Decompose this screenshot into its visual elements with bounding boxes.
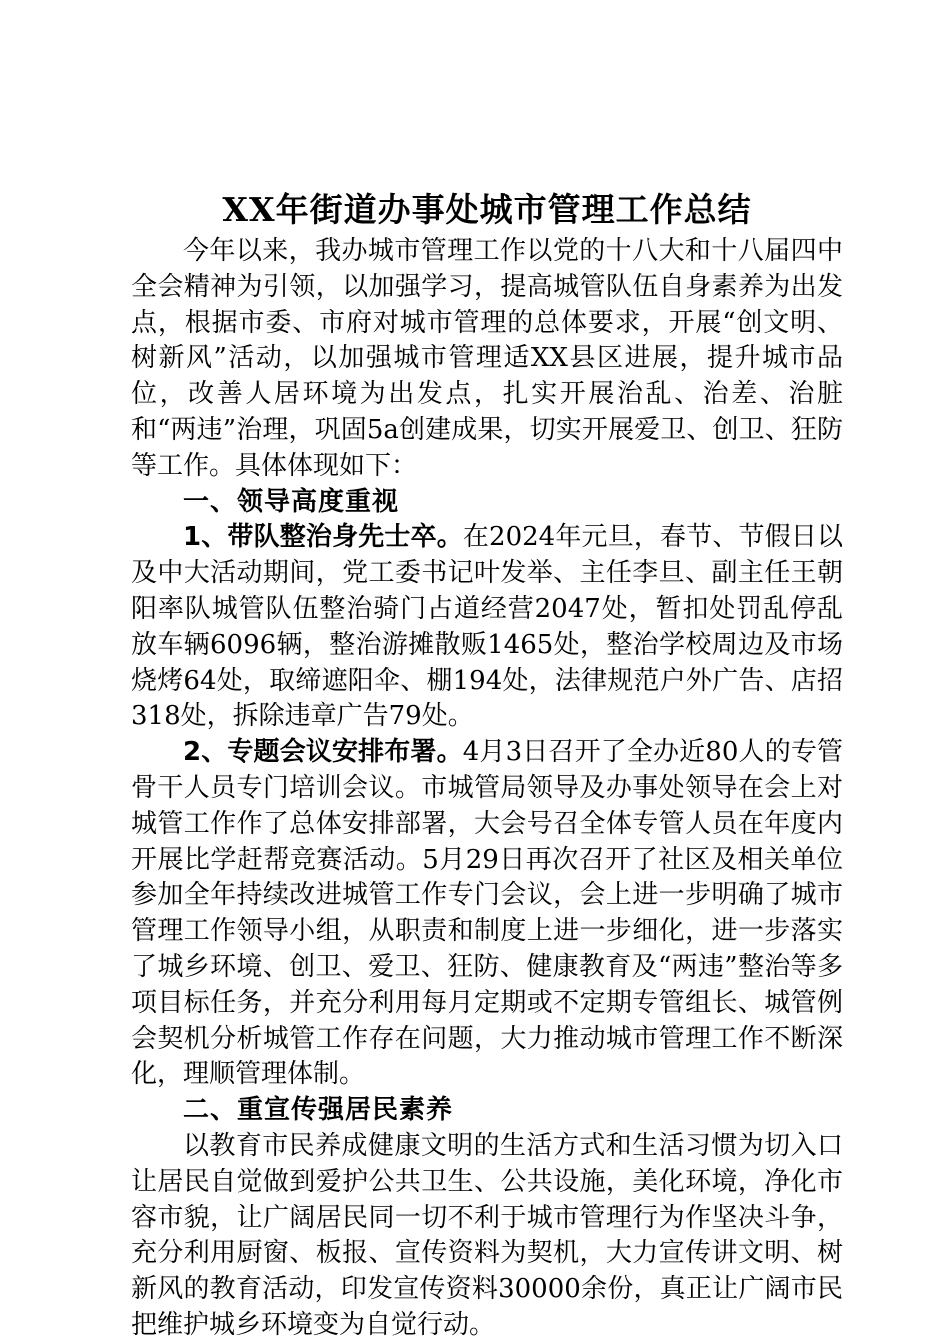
section-heading-leadership: 一、领导高度重视 (183, 486, 400, 517)
publicity-paragraph: 以教育市民养成健康文明的生活方式和生活习惯为切入口让居民自觉做到爱护公共卫生、公共设施，美化环境，净化市容市貌，让广阔居民同一切不利于城市管理行为作坚决斗争，充分利用厨窗、板报、宣传资料为契机，大力宣传讲文明、树新风的教育活动，印发宣传资料30000余份，真正让广阔市民把维护城乡环境变为自觉行动。 (131, 1130, 843, 1340)
item-lead-1: 1、带队整治身先士卒。 (183, 522, 463, 553)
item-paragraph-1 (131, 520, 843, 735)
document-title: XX年街道办事处城市管理工作总结 (222, 190, 752, 229)
item-text-1: 在2024年元旦，春节、节假日以及中大活动期间，党工委书记叶发举、主任李旦、副主任王朝阳率队城管队伍整治骑门占道经营2047处，暂扣处罚乱停乱放车辆6096辆，整治游摊散贩1465处，整治学校周边及市场烧烤64处，取缔遮阳伞、棚194处，法律规范户外广告、店招318处，拆除违章广告79处。 (131, 522, 844, 732)
document-body (131, 188, 843, 1344)
intro-paragraph: 今年以来，我办城市管理工作以党的十八大和十八届四中全会精神为引领，以加强学习，提高城管队伍自身素养为出发点，根据市委、市府对城市管理的总体要求，开展“创文明、树新风”活动，以加强城市管理适XX县区进展，提升城市品位，改善人居环境为出发点，扎实开展治乱、治差、治脏和“两违”治理，巩固5a创建成果，切实开展爱卫、创卫、狂防等工作。具体体现如下： (131, 236, 843, 481)
section-heading-publicity: 二、重宣传强居民素养 (183, 1095, 454, 1126)
item-text-2: 4月3日召开了全办近80人的专管骨干人员专门培训会议。市城管局领导及办事处领导在会上对城管工作作了总体安排部署，大会号召全体专管人员在年度内开展比学赶帮竞赛活动。5月29日再次召开了社区及相关单位参加全年持续改进城管工作专门会议，会上进一步明确了城市管理工作领导小组，从职责和制度上进一步细化，进一步落实了城乡环境、创卫、爱卫、狂防、健康教育及“两违”整治等多项目标任务，并充分利用每月定期或不定期专管组长、城管例会契机分析城管工作存在问题，大力推动城市管理工作不断深化，理顺管理体制。 (131, 737, 843, 1090)
item-lead-2: 2、专题会议安排布署。 (183, 737, 463, 768)
item-paragraph-2 (131, 735, 843, 1093)
